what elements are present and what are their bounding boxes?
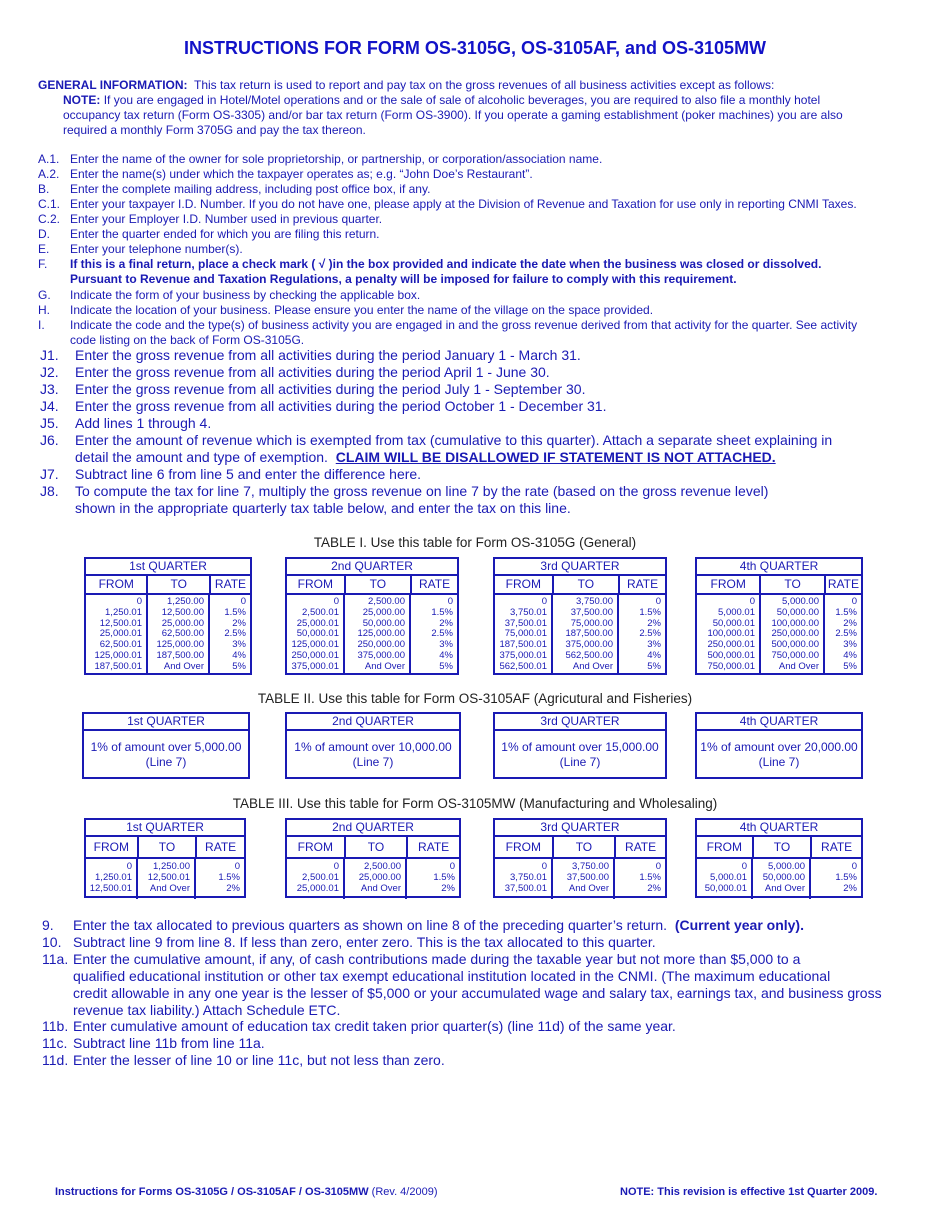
quarter-rule — [697, 731, 861, 770]
cell-value: 5,000.01 — [718, 606, 755, 618]
line-ref: (Line 7) — [145, 755, 187, 769]
col-from: FROM — [495, 837, 554, 857]
rate-text: 1% of amount over 15,000.00 — [501, 740, 659, 754]
cell-value: 62,500.00 — [161, 628, 204, 640]
cell-value: 0 — [655, 596, 661, 607]
cell-value: 1.5% — [835, 606, 857, 618]
table1-caption: TABLE I. Use this table for Form OS-3105G (General) — [313, 535, 637, 550]
cell-value: And Over — [149, 882, 190, 894]
table3-quarter — [84, 818, 246, 898]
col-to-values — [753, 859, 811, 899]
col-from: FROM — [86, 576, 148, 593]
cell-value: 25,000.01 — [99, 628, 142, 640]
cell-value: 5% — [843, 660, 857, 672]
table3-quarter — [493, 818, 667, 898]
col-from-values — [495, 595, 553, 673]
col-from-values — [697, 595, 761, 673]
quarter-label: 2nd QUARTER — [287, 820, 459, 837]
col-rate-values — [811, 859, 861, 899]
cell-value: 1,250.01 — [105, 606, 142, 618]
cell-value: 25,000.00 — [358, 871, 401, 883]
col-rate-values — [407, 859, 459, 899]
cell-value: 1,250.01 — [95, 871, 132, 883]
cell-value: 1,250.00 — [167, 596, 204, 607]
table3-quarter — [285, 818, 461, 898]
note-line: required a monthly Form 3705G and pay the tax thereon. — [63, 123, 366, 137]
col-to: TO — [139, 837, 198, 857]
note-line: occupancy tax return (Form OS-3305) and/or bar tax return (Form OS-3900). If you operate a gaming establishment (poker machines) you are also — [63, 108, 843, 122]
cell-value: 375,000.00 — [565, 639, 613, 651]
cell-value: 25,000.01 — [296, 882, 339, 894]
cell-value: 0 — [447, 596, 453, 607]
cell-value: 50,000.00 — [362, 617, 405, 629]
general-info-label: GENERAL INFORMATION: — [38, 78, 188, 92]
note-label: NOTE: — [63, 93, 101, 107]
cell-value: 2% — [647, 882, 661, 894]
general-info-text: This tax return is used to report and pay tax on the gross revenues of all business activities except as follows: — [194, 78, 775, 92]
cell-value: 50,000.00 — [762, 871, 805, 883]
rate-rows — [495, 595, 665, 673]
cell-value: 187,500.00 — [565, 628, 613, 640]
cell-value: 2.5% — [224, 628, 246, 640]
cell-value: 2.5% — [639, 628, 661, 640]
col-rate: RATE — [827, 577, 859, 591]
cell-value: 375,000.00 — [357, 649, 405, 661]
quarter-label: 3rd QUARTER — [495, 820, 665, 837]
rate-rows — [86, 595, 250, 673]
col-to-values — [138, 859, 196, 899]
cell-value: 50,000.00 — [776, 606, 819, 618]
rate-text: 1% of amount over 5,000.00 — [90, 740, 242, 754]
cell-value: 375,000.01 — [499, 649, 547, 661]
cell-value: 2,500.01 — [302, 871, 339, 883]
cell-value: 1.5% — [224, 606, 246, 618]
cell-value: 0 — [136, 596, 142, 607]
cell-value: 12,500.00 — [161, 606, 204, 618]
cell-value: 1.5% — [431, 606, 453, 618]
cell-value: 2% — [647, 617, 661, 629]
quarter-label: 3rd QUARTER — [495, 559, 665, 576]
column-headers — [495, 576, 665, 595]
column-headers — [287, 576, 457, 595]
line-ref: (Line 7) — [559, 755, 601, 769]
col-from-values — [287, 859, 345, 899]
cell-value: 0 — [741, 861, 747, 872]
col-rate: RATE — [205, 840, 237, 854]
table2-quarter — [493, 712, 667, 779]
rate-rows — [287, 595, 457, 673]
cell-value: 2% — [226, 882, 240, 894]
rate-rows — [697, 859, 861, 899]
rate-text: 1% of amount over 10,000.00 — [294, 740, 452, 754]
table1-quarter — [493, 557, 667, 675]
note-line: If you are engaged in Hotel/Motel operations and or the sale of sale of alcoholic beverages, you are required to also file a monthly hotel — [103, 93, 821, 107]
col-rate: RATE — [626, 577, 659, 591]
column-headers — [86, 576, 250, 595]
cell-value: 0 — [541, 596, 547, 607]
quarter-label: 1st QUARTER — [86, 820, 244, 837]
quarter-label: 4th QUARTER — [697, 714, 861, 731]
item-e: E. Enter your telephone number(s). — [38, 242, 243, 256]
col-to: TO — [346, 576, 412, 593]
col-rate-values — [825, 595, 861, 673]
cell-value: 2.5% — [431, 628, 453, 640]
cell-value: 2% — [439, 617, 453, 629]
col-rate-values — [615, 859, 665, 899]
instruction-items — [38, 152, 918, 347]
cell-value: 75,000.01 — [504, 628, 547, 640]
col-rate-values — [619, 595, 665, 673]
cell-value: 100,000.00 — [771, 617, 819, 629]
cell-value: 0 — [655, 861, 661, 872]
col-to-values — [553, 859, 615, 899]
cell-value: 250,000.00 — [771, 628, 819, 640]
quarter-label: 2nd QUARTER — [287, 559, 457, 576]
cell-value: 3,750.00 — [576, 596, 613, 607]
cell-value: And Over — [568, 882, 609, 894]
cell-value: 3% — [439, 639, 453, 651]
cell-value: 25,000.00 — [362, 606, 405, 618]
col-to: TO — [346, 837, 409, 857]
cell-value: 125,000.01 — [94, 649, 142, 661]
quarter-label: 1st QUARTER — [84, 714, 248, 731]
item-b: B. Enter the complete mailing address, including post office box, if any. — [38, 182, 431, 196]
footer-left: Instructions for Forms OS-3105G / OS-3105AF / OS-3105MW (Rev. 4/2009) — [55, 1186, 438, 1198]
cell-value: 2,500.00 — [368, 596, 405, 607]
cell-value: 3% — [843, 639, 857, 651]
col-from: FROM — [86, 837, 139, 857]
table2-quarter — [82, 712, 250, 779]
cell-value: 2% — [843, 882, 857, 894]
cell-value: 12,500.01 — [99, 617, 142, 629]
cell-value: 50,000.01 — [704, 882, 747, 894]
cell-value: 125,000.00 — [357, 628, 405, 640]
cell-value: 0 — [541, 861, 547, 872]
cell-value: 1.5% — [433, 871, 455, 883]
quarter-label: 1st QUARTER — [86, 559, 250, 576]
cell-value: 62,500.01 — [99, 639, 142, 651]
item-a2: A.2. Enter the name(s) under which the taxpayer operates as; e.g. “John Doe’s Restaurant”. — [38, 167, 533, 181]
page-title: INSTRUCTIONS FOR FORM OS-3105G, OS-3105AF, and OS-3105MW — [183, 38, 767, 58]
cell-value: 562,500.00 — [565, 649, 613, 661]
cell-value: 0 — [851, 596, 857, 607]
footer-revision: (Rev. 4/2009) — [371, 1186, 438, 1198]
item-c2: C.2. Enter your Employer I.D. Number used in previous quarter. — [38, 212, 383, 226]
item-g: G. Indicate the form of your business by checking the applicable box. — [38, 288, 421, 302]
cell-value: 3,750.01 — [510, 871, 547, 883]
quarter-label: 4th QUARTER — [697, 820, 861, 837]
footer-right: NOTE: This revision is effective 1st Quarter 2009. — [620, 1186, 878, 1198]
quarter-label: 2nd QUARTER — [287, 714, 459, 731]
cell-value: And Over — [778, 660, 819, 672]
cell-value: 12,500.01 — [147, 871, 190, 883]
cell-value: 1,250.00 — [153, 861, 190, 872]
table3-quarter — [695, 818, 863, 898]
cell-value: 0 — [749, 596, 755, 607]
cell-value: And Over — [572, 660, 613, 672]
col-from: FROM — [287, 837, 346, 857]
col-from-values — [86, 595, 148, 673]
line-ref: (Line 7) — [352, 755, 394, 769]
col-rate-values — [210, 595, 250, 673]
col-from-values — [86, 859, 138, 899]
lower-lines: 9. Enter the tax allocated to previous quarters as shown on line 8 of the preceding quarter’s return. (Current year only). 10. Subtract line 9 from line 8. If less than zero, enter zero. This is the tax allocated to this quarter. 11a. Enter the cumulative amount, if any, of cash contributions made during the taxable year but not more than $5,000 to a qualified educational institution or other tax exempt educational institution located in the CNMI. (The maximum educational credit allowable in any one year is the lesser of $5,000 or your accumulated wage and salary tax, earnings tax, and business gross revenue tax liability.) Attach Schedule ETC. 11b. Enter cumulative amount of education tax credit taken prior quarter(s) (line 11d) of the same year. 11c. Subtract line 11b from line 11a. 11d. Enter the lesser of line 10 or line 11c, but not less than zero. — [42, 917, 922, 1077]
table1-quarter — [84, 557, 252, 675]
cell-value: 125,000.01 — [291, 639, 339, 651]
j-lines: J1. Enter the gross revenue from all activities during the period January 1 - March 31. J2. Enter the gross revenue from all activities during the period April 1 - June 30. J3. Enter the gross revenue from all activities during the period July 1 - September 30. J4. Enter the gross revenue from all activities during the period October 1 - December 31. J5. Add lines 1 through 4. J6. Enter the amount of revenue which is exempted from tax (cumulative to this quarter). Attach a separate sheet explaining in detail the amount and type of exemption. CLAIM WILL BE DISALLOWED IF STATEMENT IS NOT ATTACHED. J7. Subtract line 6 from line 5 and enter the difference here. J8. To compute the tax for line 7, multiply the gross revenue on line 7 by the rate (based on the gross revenue level) shown in the appropriate quarterly tax table below, and enter the tax on this line. — [40, 347, 920, 517]
quarter-rule — [84, 731, 248, 770]
cell-value: 25,000.00 — [161, 617, 204, 629]
table2-quarter — [695, 712, 863, 779]
cell-value: 50,000.01 — [296, 628, 339, 640]
cell-value: 0 — [449, 861, 455, 872]
cell-value: 5,000.00 — [768, 861, 805, 872]
col-rate-values — [411, 595, 457, 673]
col-rate: RATE — [625, 840, 657, 854]
column-headers — [287, 837, 459, 859]
cell-value: 37,500.00 — [566, 871, 609, 883]
rate-text: 1% of amount over 20,000.00 — [700, 740, 858, 754]
general-information — [38, 78, 918, 138]
cell-value: 750,000.00 — [771, 649, 819, 661]
cell-value: 750,000.01 — [707, 660, 755, 672]
col-from: FROM — [697, 837, 754, 857]
cell-value: 4% — [232, 649, 246, 661]
col-from-values — [495, 859, 553, 899]
cell-value: 250,000.00 — [357, 639, 405, 651]
cell-value: 1.5% — [835, 871, 857, 883]
col-rate: RATE — [821, 840, 853, 854]
col-rate: RATE — [418, 840, 450, 854]
cell-value: 4% — [439, 649, 453, 661]
cell-value: 37,500.01 — [504, 617, 547, 629]
cell-value: 3,750.01 — [510, 606, 547, 618]
cell-value: 187,500.01 — [94, 660, 142, 672]
rate-rows — [86, 859, 244, 899]
cell-value: 500,000.01 — [707, 649, 755, 661]
cell-value: 25,000.01 — [296, 617, 339, 629]
col-to: TO — [554, 576, 620, 593]
quarter-rule — [495, 731, 665, 770]
col-to: TO — [754, 837, 813, 857]
col-rate-values — [196, 859, 244, 899]
quarter-rule — [287, 731, 459, 770]
cell-value: 2% — [441, 882, 455, 894]
cell-value: 187,500.01 — [499, 639, 547, 651]
cell-value: 2,500.01 — [302, 606, 339, 618]
cell-value: 2% — [843, 617, 857, 629]
item-i: I. Indicate the code and the type(s) of business activity you are engaged in and the gross revenue derived from that activity for the quarter. See activity code listing on the back of Form OS-3105G. — [38, 318, 858, 347]
item-d: D. Enter the quarter ended for which you are filing this return. — [38, 227, 380, 241]
cell-value: And Over — [360, 882, 401, 894]
cell-value: 2.5% — [835, 628, 857, 640]
cell-value: 37,500.00 — [570, 606, 613, 618]
col-rate: RATE — [418, 577, 451, 591]
table3-caption: TABLE III. Use this table for Form OS-3105MW (Manufacturing and Wholesaling) — [232, 796, 718, 811]
cell-value: 3% — [647, 639, 661, 651]
cell-value: And Over — [364, 660, 405, 672]
col-to-values — [553, 595, 619, 673]
cell-value: 3,750.00 — [572, 861, 609, 872]
table2-caption: TABLE II. Use this table for Form OS-3105AF (Agricutural and Fisheries) — [257, 691, 693, 706]
column-headers — [697, 576, 861, 595]
cell-value: 250,000.01 — [707, 639, 755, 651]
cell-value: 3% — [232, 639, 246, 651]
cell-value: 5% — [439, 660, 453, 672]
col-to-values — [761, 595, 825, 673]
current-year-note: (Current year only). — [674, 917, 804, 933]
cell-value: 0 — [240, 596, 246, 607]
cell-value: 187,500.00 — [156, 649, 204, 661]
cell-value: 5% — [647, 660, 661, 672]
cell-value: 2,500.00 — [364, 861, 401, 872]
col-to: TO — [761, 576, 825, 593]
cell-value: 375,000.01 — [291, 660, 339, 672]
column-headers — [86, 837, 244, 859]
cell-value: And Over — [163, 660, 204, 672]
item-a1: A.1. Enter the name of the owner for sole proprietorship, or partnership, or corporation/association name. — [38, 152, 603, 166]
cell-value: 2% — [232, 617, 246, 629]
col-to-values — [345, 859, 407, 899]
claim-warning: CLAIM WILL BE DISALLOWED IF STATEMENT IS NOT ATTACHED. — [335, 449, 776, 465]
item-f: F. If this is a final return, place a check mark ( √ )in the box provided and indicate the date when the business was closed or dissolved. Pursuant to Revenue and Taxation Regulations, a penalty will be imposed for failure to comply with this requirement. — [38, 257, 822, 286]
cell-value: 37,500.01 — [504, 882, 547, 894]
cell-value: 5,000.00 — [782, 596, 819, 607]
cell-value: 250,000.01 — [291, 649, 339, 661]
cell-value: 75,000.00 — [570, 617, 613, 629]
table1-quarter — [695, 557, 863, 675]
col-to: TO — [554, 837, 617, 857]
col-rate: RATE — [214, 577, 247, 591]
quarter-label: 3rd QUARTER — [495, 714, 665, 731]
column-headers — [697, 837, 861, 859]
cell-value: 0 — [851, 861, 857, 872]
cell-value: 1.5% — [639, 871, 661, 883]
cell-value: 125,000.00 — [156, 639, 204, 651]
col-to-values — [345, 595, 411, 673]
column-headers — [495, 837, 665, 859]
line-ref: (Line 7) — [758, 755, 800, 769]
cell-value: 0 — [234, 861, 240, 872]
cell-value: 50,000.01 — [712, 617, 755, 629]
cell-value: 500,000.00 — [771, 639, 819, 651]
rate-rows — [287, 859, 459, 899]
cell-value: 0 — [333, 596, 339, 607]
cell-value: 562,500.01 — [499, 660, 547, 672]
col-from: FROM — [495, 576, 554, 593]
quarter-label: 4th QUARTER — [697, 559, 861, 576]
cell-value: 100,000.01 — [707, 628, 755, 640]
cell-value: 4% — [843, 649, 857, 661]
cell-value: 5,000.01 — [710, 871, 747, 883]
col-to-values — [148, 595, 210, 673]
line-j6: J6. Enter the amount of revenue which is exempted from tax (cumulative to this quarter). Attach a separate sheet explaining in detail the amount and type of exemption. CLAIM WILL BE DISALLOWED IF STATEMENT IS NOT ATTACHED. — [40, 432, 833, 465]
table2-quarter — [285, 712, 461, 779]
cell-value: 4% — [647, 649, 661, 661]
col-from: FROM — [287, 576, 346, 593]
rate-rows — [495, 859, 665, 899]
cell-value: 1.5% — [639, 606, 661, 618]
rate-rows — [697, 595, 861, 673]
cell-value: 12,500.01 — [89, 882, 132, 894]
col-from-values — [287, 595, 345, 673]
col-from: FROM — [697, 576, 761, 593]
item-c1: C.1. Enter your taxpayer I.D. Number. If you do not have one, please apply at the Division of Revenue and Taxation for use only in reporting CNMI Taxes. — [38, 197, 857, 211]
col-from-values — [697, 859, 753, 899]
cell-value: 5% — [232, 660, 246, 672]
line-j8: J8. To compute the tax for line 7, multiply the gross revenue on line 7 by the rate (based on the gross revenue level) shown in the appropriate quarterly tax table below, and enter the tax on this line. — [40, 483, 769, 516]
cell-value: And Over — [764, 882, 805, 894]
table1-quarter — [285, 557, 459, 675]
cell-value: 0 — [333, 861, 339, 872]
cell-value: 0 — [126, 861, 132, 872]
col-to: TO — [148, 576, 210, 593]
cell-value: 1.5% — [218, 871, 240, 883]
item-h: H. Indicate the location of your business. Please ensure you enter the name of the village on the space provided. — [38, 303, 654, 317]
line-11a: 11a. Enter the cumulative amount, if any, of cash contributions made during the taxable year but not more than $5,000 to a qualified educational institution or other tax exempt educational institution located in the CNMI. (The maximum educational credit allowable in any one year is the lesser of $5,000 or your accumulated wage and salary tax, earnings tax, and business gross revenue tax liability.) Attach Schedule ETC. — [42, 951, 882, 1018]
